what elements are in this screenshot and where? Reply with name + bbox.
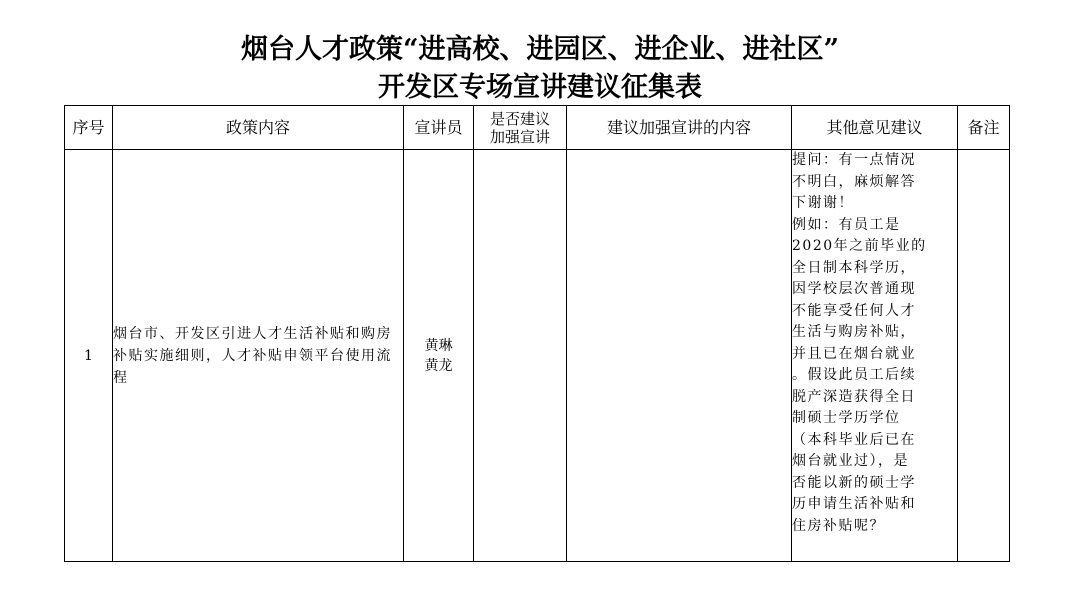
header-suggest-line1: 是否建议 bbox=[489, 109, 550, 128]
other-line: 脱产深造获得全日 bbox=[792, 388, 916, 405]
cell-suggest bbox=[474, 150, 567, 562]
header-suggest-line2: 加强宣讲 bbox=[489, 127, 550, 146]
speaker-name-1: 黄琳 bbox=[424, 337, 453, 354]
form-title-line1: 烟台人才政策“进高校、进园区、进企业、进社区” bbox=[240, 34, 840, 65]
suggestion-table bbox=[64, 105, 1010, 562]
cell-policy: 烟台市、开发区引进人才生活补贴和购房补贴实施细则，人才补贴申领平台使用流程 bbox=[113, 150, 404, 562]
header-speaker: 宣讲员 bbox=[404, 106, 474, 150]
cell-note bbox=[958, 150, 1010, 562]
cell-speaker bbox=[404, 150, 474, 562]
speaker-name-2: 黄龙 bbox=[424, 357, 453, 374]
other-line: （本科毕业后已在 bbox=[792, 431, 916, 448]
header-policy: 政策内容 bbox=[113, 106, 404, 150]
other-line: 提问：有一点情况 bbox=[792, 152, 916, 168]
other-line: 历申请生活补贴和 bbox=[792, 496, 916, 512]
cell-content bbox=[567, 150, 792, 562]
other-line: 住房补贴呢？ bbox=[792, 517, 885, 534]
header-other: 其他意见建议 bbox=[792, 106, 958, 150]
other-line: 不能享受任何人才 bbox=[792, 302, 916, 319]
table-row bbox=[65, 150, 1010, 562]
header-seq: 序号 bbox=[65, 106, 113, 150]
other-line: 并且已在烟台就业 bbox=[792, 345, 916, 362]
header-note: 备注 bbox=[958, 106, 1010, 150]
other-line: 烟台就业过），是 bbox=[792, 453, 909, 469]
other-line: 否能以新的硕士学 bbox=[792, 474, 916, 491]
header-content: 建议加强宣讲的内容 bbox=[567, 106, 792, 150]
other-line: 。假设此员工后续 bbox=[792, 367, 916, 383]
other-line: 2020年之前毕业的 bbox=[792, 238, 927, 254]
other-line: 因学校层次普通现 bbox=[792, 281, 916, 297]
other-line: 全日制本科学历， bbox=[792, 259, 916, 276]
cell-other bbox=[792, 150, 958, 562]
other-line: 下谢谢！ bbox=[792, 195, 854, 211]
other-line: 不明白，麻烦解答 bbox=[792, 173, 916, 190]
other-line: 制硕士学历学位 bbox=[792, 410, 901, 426]
other-line: 例如：有员工是 bbox=[792, 216, 901, 233]
table-header-row bbox=[65, 106, 1010, 150]
header-suggest bbox=[474, 106, 567, 150]
form-title-line2: 开发区专场宣讲建议征集表 bbox=[378, 72, 702, 103]
other-line: 生活与购房补贴， bbox=[792, 324, 916, 340]
cell-seq: 1 bbox=[65, 150, 113, 562]
